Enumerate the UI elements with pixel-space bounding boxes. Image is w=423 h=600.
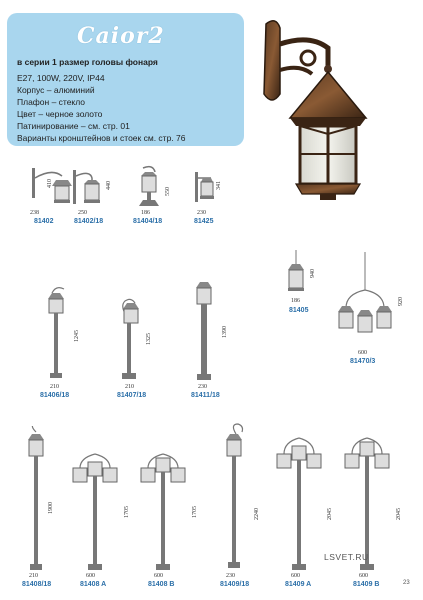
pole-lamp-icon [24, 426, 48, 572]
spec-list [17, 72, 185, 144]
spec-line: Плафон – стекло [17, 97, 86, 107]
product-code: 81406/18 [40, 392, 70, 399]
height-dim: 2240 [254, 508, 260, 520]
spec-line: Варианты кронштейнов и стоек см. стр. 76 [17, 133, 186, 143]
height-dim: 2045 [396, 508, 402, 520]
width-dim: 230 [226, 573, 235, 579]
width-dim: 250 [78, 210, 87, 216]
pole-lamp-icon [115, 297, 143, 381]
brand-title: Caior2 [77, 23, 165, 49]
pole-lamp-triple-icon [138, 444, 188, 572]
width-dim: 210 [50, 384, 59, 390]
pole-lamp-triple-icon [274, 432, 324, 572]
height-dim: 1325 [146, 333, 152, 345]
width-dim: 210 [125, 384, 134, 390]
product-code: 81470/3 [350, 358, 376, 365]
product-code: 81408 A [80, 581, 107, 588]
height-dim: 1900 [48, 502, 54, 514]
width-dim: 600 [291, 573, 300, 579]
width-dim: 186 [141, 210, 150, 216]
width-dim: 600 [359, 573, 368, 579]
product-code: 81409 A [285, 581, 312, 588]
info-heading: в серии 1 размер головы фонаря [17, 57, 158, 67]
width-dim: 230 [198, 384, 207, 390]
wall-lamp-icon [70, 166, 104, 208]
lantern-photo [250, 14, 380, 206]
height-dim: 1245 [74, 330, 80, 342]
width-dim: 230 [197, 210, 206, 216]
wall-lamp-icon [193, 170, 215, 206]
spec-line: Цвет – черное золото [17, 109, 103, 119]
width-dim: 210 [29, 573, 38, 579]
height-dim: 2045 [327, 508, 333, 520]
height-dim: 1390 [222, 326, 228, 338]
height-dim: 550 [165, 187, 171, 196]
product-code: 81425 [194, 218, 214, 225]
product-code: 81411/18 [191, 392, 220, 399]
height-dim: 1705 [192, 506, 198, 518]
product-code: 81409/18 [220, 581, 250, 588]
width-dim: 600 [358, 350, 367, 356]
width-dim: 238 [30, 210, 39, 216]
product-code: 81408 B [148, 581, 175, 588]
table-lamp-icon [133, 164, 165, 208]
product-code: 81402 [34, 218, 54, 225]
width-dim: 186 [291, 298, 300, 304]
website-label: LSVET.RU [324, 552, 369, 562]
product-code: 81409 B [353, 581, 380, 588]
height-dim: 410 [47, 179, 53, 188]
product-code: 81402/18 [74, 218, 104, 225]
pole-lamp-triple-icon [70, 444, 120, 572]
pole-lamp-icon [42, 285, 70, 381]
page-number: 23 [403, 580, 410, 586]
pole-lamp-icon [190, 278, 218, 382]
chandelier-icon [334, 250, 396, 346]
pole-lamp-icon [220, 422, 250, 572]
height-dim: 1705 [124, 506, 130, 518]
product-code: 81408/18 [22, 581, 52, 588]
spec-line: Патинирование – см. стр. 01 [17, 121, 130, 131]
height-dim: 341 [216, 181, 222, 190]
product-code: 81407/18 [117, 392, 147, 399]
height-dim: 940 [310, 269, 316, 278]
spec-line: Корпус – алюминий [17, 85, 95, 95]
height-dim: 920 [398, 297, 404, 306]
pendant-lamp-icon [284, 248, 308, 298]
info-box [7, 13, 244, 146]
height-dim: 440 [106, 181, 112, 190]
pole-lamp-triple-icon [342, 432, 392, 572]
product-code: 81404/18 [133, 218, 163, 225]
spec-line: E27, 100W, 220V, IP44 [17, 73, 105, 83]
width-dim: 600 [154, 573, 163, 579]
product-code: 81405 [289, 307, 309, 314]
width-dim: 600 [86, 573, 95, 579]
